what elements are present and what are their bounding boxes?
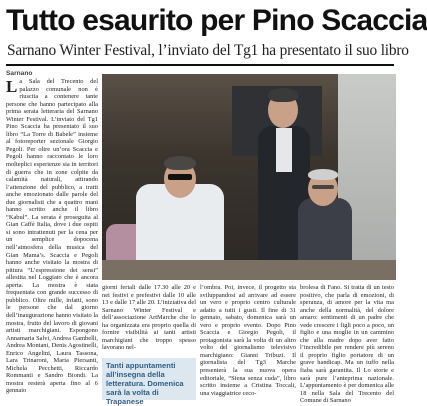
article-column-1: [6, 70, 98, 400]
photo-table: [102, 260, 396, 280]
article-text-1-body: a Sala del Trecento del palazzo comunale non è riuscita a contenere tante persone che hanno partecipato alla prima serata letteraria del Sarnano Winter Festival. L’inviato del Tg1 Pino Scaccia ha presentato il suo libro “La Torre di Babele” insieme al fotoreporter sezionale Giorgio Pegoli. Per oltre un’ora Scaccia e Pegoli hanno raccontato le loro molteplici esperienze sia in territori di guerra che in zone colpite da calamità naturali, attirando l’attenzione del pubblico, a tratti anche emozionato dalle parole del due giornalisti che a quattro mani hanno scritto anche il libro “Kabul”. La serata è proseguita al Gian Caffè Italia, dove i due ospiti si sono intrattenuti per la cena per un semplice dopocena nell’atmosfera della musica del Gian Mama’s. Scaccia e Pegoli hanno anche visitato la mostra di pittura “L’espressione dei sensi” allestita nel Loggiato che è ancora aperta. La mostra è stata frequentata con grande successo di pubblico. Oltre mille, infatti, sono le persone che dal giorno dell’inaugurazione hanno visitato la mostra, frutto del lavoro di giovani artisti marchigiani. Espongono Annamaria Salvi, Andrea Gambelli, Andrea Montani, Denis Agostinelli, Enrico Angelini, Laura Tassona, Lara Trinaroni, Maria Piersanti, Michela Pecchetti, Riccardo Rommanti e Sandro Biondi. La mostra resterà aperta fino al 6 gennaio: [6, 78, 98, 395]
article-text-1: [6, 78, 98, 395]
subheadline: Sarnano Winter Festival, l’inviato del Tg1 ha presentato il suo libro: [7, 42, 409, 59]
headline: Tutto esaurito per Pino Scaccia: [6, 4, 427, 37]
caption-box: Tanti appuntamenti all’insegna della letteratura. Domenica sarà la volta di Trapanese: [102, 358, 196, 400]
article-photo: [102, 74, 396, 280]
article-column-4: brolesa di Fano. Si tratta di un testo positivo, che parla di emozioni, di speranza, di amore per la vita ma anche della normalità, del dolore amaro: sentimenti di un padre che vede crescere i figli poco a poco, un figlio e una moglie in un cammino che alla madre dopo aver fatto l’incredibile per rendere più sereno il proprio figlio portatore di un grave handicap. Ma un tuffo nella fiaba sarà garantita. Il Lo storie e sarà pure l’anteprima nazionale. L’appuntamento è per domenica alle 18 nella Sala del Trecento del Comune di Sarnano: [300, 284, 394, 405]
article-column-2: giorni feriali dalle 17.30 alle 20 e nei festivi e prefestivi dalle 10 alle 13 e dalle 17 alle 20. L’iniziativa del Sarnano Winter Festival e dell’associazione ArtMarche che lo ha organizzata era proprio quella di fornire visibilità ai tanti artisti marchigiani che troppo spesso lavorano nel-: [102, 284, 196, 352]
location-label: Sarnano: [6, 70, 33, 77]
dropcap: L: [6, 77, 18, 96]
article-column-3: l’ombra. Poi, invece, il progetto sta sviluppandosi ad arrivare ad essere un vero e proprio centro culturale adatto a tutti i gusti. Il fine di 31 gennaio, sabato, domenica sarà un vero e proprio evento. Dopo Pino Scaccia e Giorgio Pegoli, il protagonista sarà la volta di un altro volto del giornalismo televisivo marchigiano: Gianni Tribuzi. Il giornalista del Tg3 Marche presenterà la sua nuova opera editoriale, “Siena senza cuda”, libro scritto insieme a Cristina Toccali, una viaggiatrice ceco-: [200, 284, 296, 397]
headline-rule: [6, 64, 394, 66]
